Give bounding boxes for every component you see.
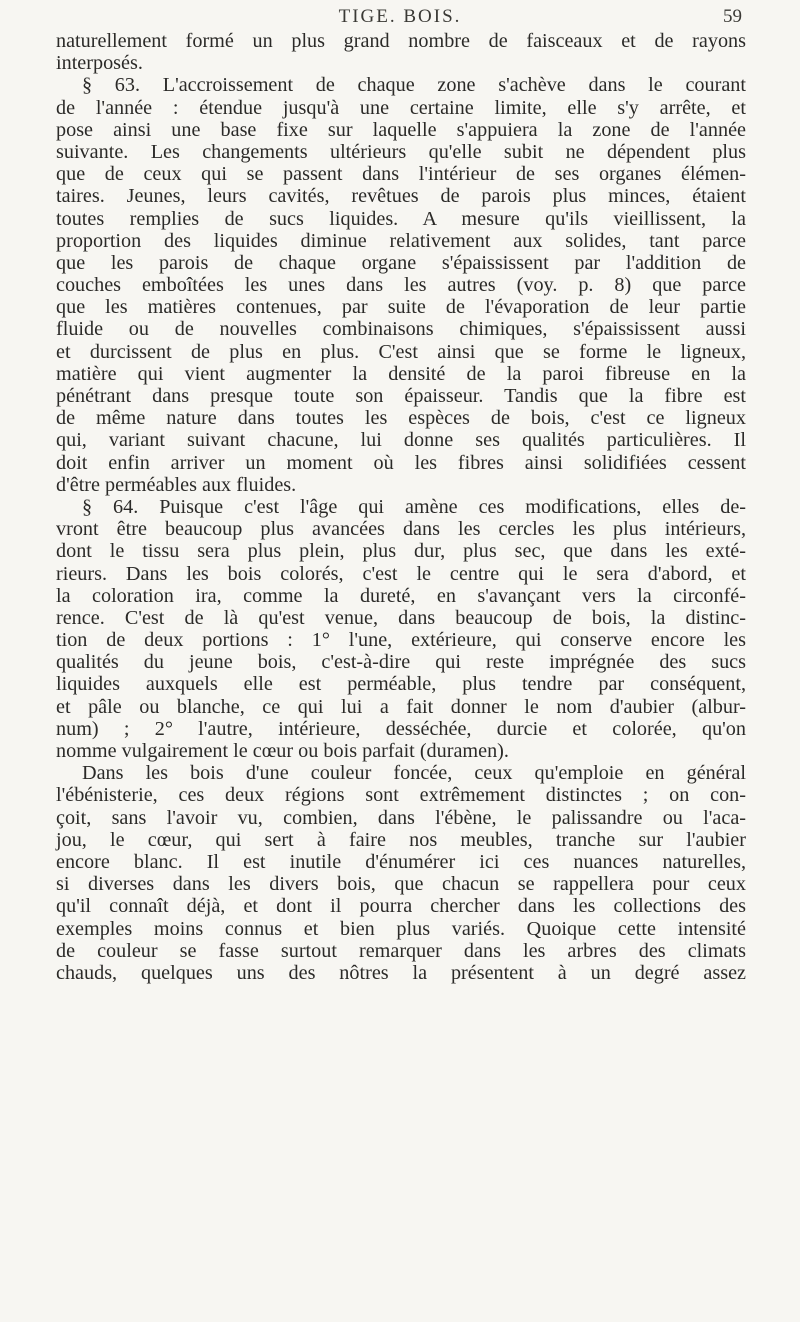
text-line: pénétrant dans presque toute son épaisseur. Tandis que la fibre est [56,385,746,407]
text-line: que les parois de chaque organe s'épaississent par l'addition de [56,251,746,274]
text-line: taires. Jeunes, leurs cavités, revêtues de parois plus minces, étaient [56,185,746,208]
running-title: TIGE. BOIS. [338,6,462,27]
text-line: jou, le cœur, qui sert à faire nos meubles, tranche sur l'aubier [56,828,746,851]
text-line: matière qui vient augmenter la densité de la paroi fibreuse en la [56,362,746,385]
text-line: pose ainsi une base fixe sur laquelle s'appuiera la zone de l'année [56,118,746,141]
text-line: qu'il connaît déjà, et dont il pourra chercher dans les collections des [56,895,746,918]
text-line: dont le tissu sera plus plein, plus dur, plus sec, que dans les exté- [56,540,746,563]
paragraph-start: Dans les bois d'une couleur foncée, ceux qu'emploie en général [82,762,746,785]
text-line: tion de deux portions : 1° l'une, extérieure, qui conserve encore les [56,629,746,652]
text-line: qualités du jeune bois, c'est-à-dire qui reste imprégnée des sucs [56,651,746,674]
text-line: suivante. Les changements ultérieurs qu'elle subit ne dépendent plus [56,140,746,163]
text-line: de couleur se fasse surtout remarquer dans les arbres des climats [56,939,746,962]
page-number: 59 [723,6,742,27]
text-line: de même nature dans toutes les espèces de bois, c'est ce ligneux [56,407,746,430]
text-line: et pâle ou blanche, ce qui lui a fait donner le nom d'aubier (albur- [56,695,746,718]
section-63-start: § 63. L'accroissement de chaque zone s'achève dans le courant [82,74,746,97]
text-line: qui, variant suivant chacune, lui donne ses qualités particulières. Il [56,429,746,452]
text-line: çoit, sans l'avoir vu, combien, dans l'ébène, le palissandre ou l'aca- [56,806,746,829]
text-line: rence. C'est de là qu'est venue, dans beaucoup de bois, la distinc- [56,606,746,629]
text-line: doit enfin arriver un moment où les fibres ainsi solidifiées cessent [56,451,746,474]
text-line: encore blanc. Il est inutile d'énumérer ici ces nuances naturelles, [56,850,746,873]
text-line: num) ; 2° l'autre, intérieure, desséchée, durcie et colorée, qu'on [56,717,746,740]
text-line: toutes remplies de sucs liquides. A mesure qu'ils vieillissent, la [56,207,746,230]
text-line: chauds, quelques uns des nôtres la présentent à un degré assez [56,961,746,984]
section-64-start: § 64. Puisque c'est l'âge qui amène ces modifications, elles de- [82,495,746,518]
text-line: vront être beaucoup plus avancées dans les cercles les plus intérieurs, [56,518,746,541]
text-line: et durcissent de plus en plus. C'est ainsi que se forme le ligneux, [56,340,746,363]
text-line: si diverses dans les divers bois, que chacun se rappellera pour ceux [56,873,746,896]
text-line: nomme vulgairement le cœur ou bois parfait (duramen). [56,740,509,762]
text-line: rieurs. Dans les bois colorés, c'est le centre qui le sera d'abord, et [56,562,746,585]
text-line: naturellement formé un plus grand nombre de faisceaux et de rayons [56,30,746,52]
text-line: exemples moins connus et bien plus variés. Quoique cette intensité [56,917,746,940]
text-line: l'ébénisterie, ces deux régions sont extrêmement distinctes ; on con- [56,784,746,807]
text-line: d'être perméables aux fluides. [56,473,297,496]
text-line: interposés. [56,52,143,75]
text-line: couches emboîtées les unes dans les autres (voy. p. 8) que parce [56,274,746,297]
body-text [56,30,746,984]
text-line: liquides auxquels elle est perméable, plus tendre par conséquent, [56,673,746,696]
text-line: que les matières contenues, par suite de l'évaporation de leur partie [56,296,746,319]
text-line: de l'année : étendue jusqu'à une certaine limite, elle s'y arrête, et [56,96,746,119]
text-line: que de ceux qui se passent dans l'intérieur de ses organes élémen- [56,163,746,186]
text-line: la coloration ira, comme la dureté, en s'avançant vers la circonfé- [56,584,746,607]
running-head [0,6,800,28]
text-line: proportion des liquides diminue relativement aux solides, tant parce [56,229,746,252]
text-line: fluide ou de nouvelles combinaisons chimiques, s'épaississent aussi [56,318,746,341]
